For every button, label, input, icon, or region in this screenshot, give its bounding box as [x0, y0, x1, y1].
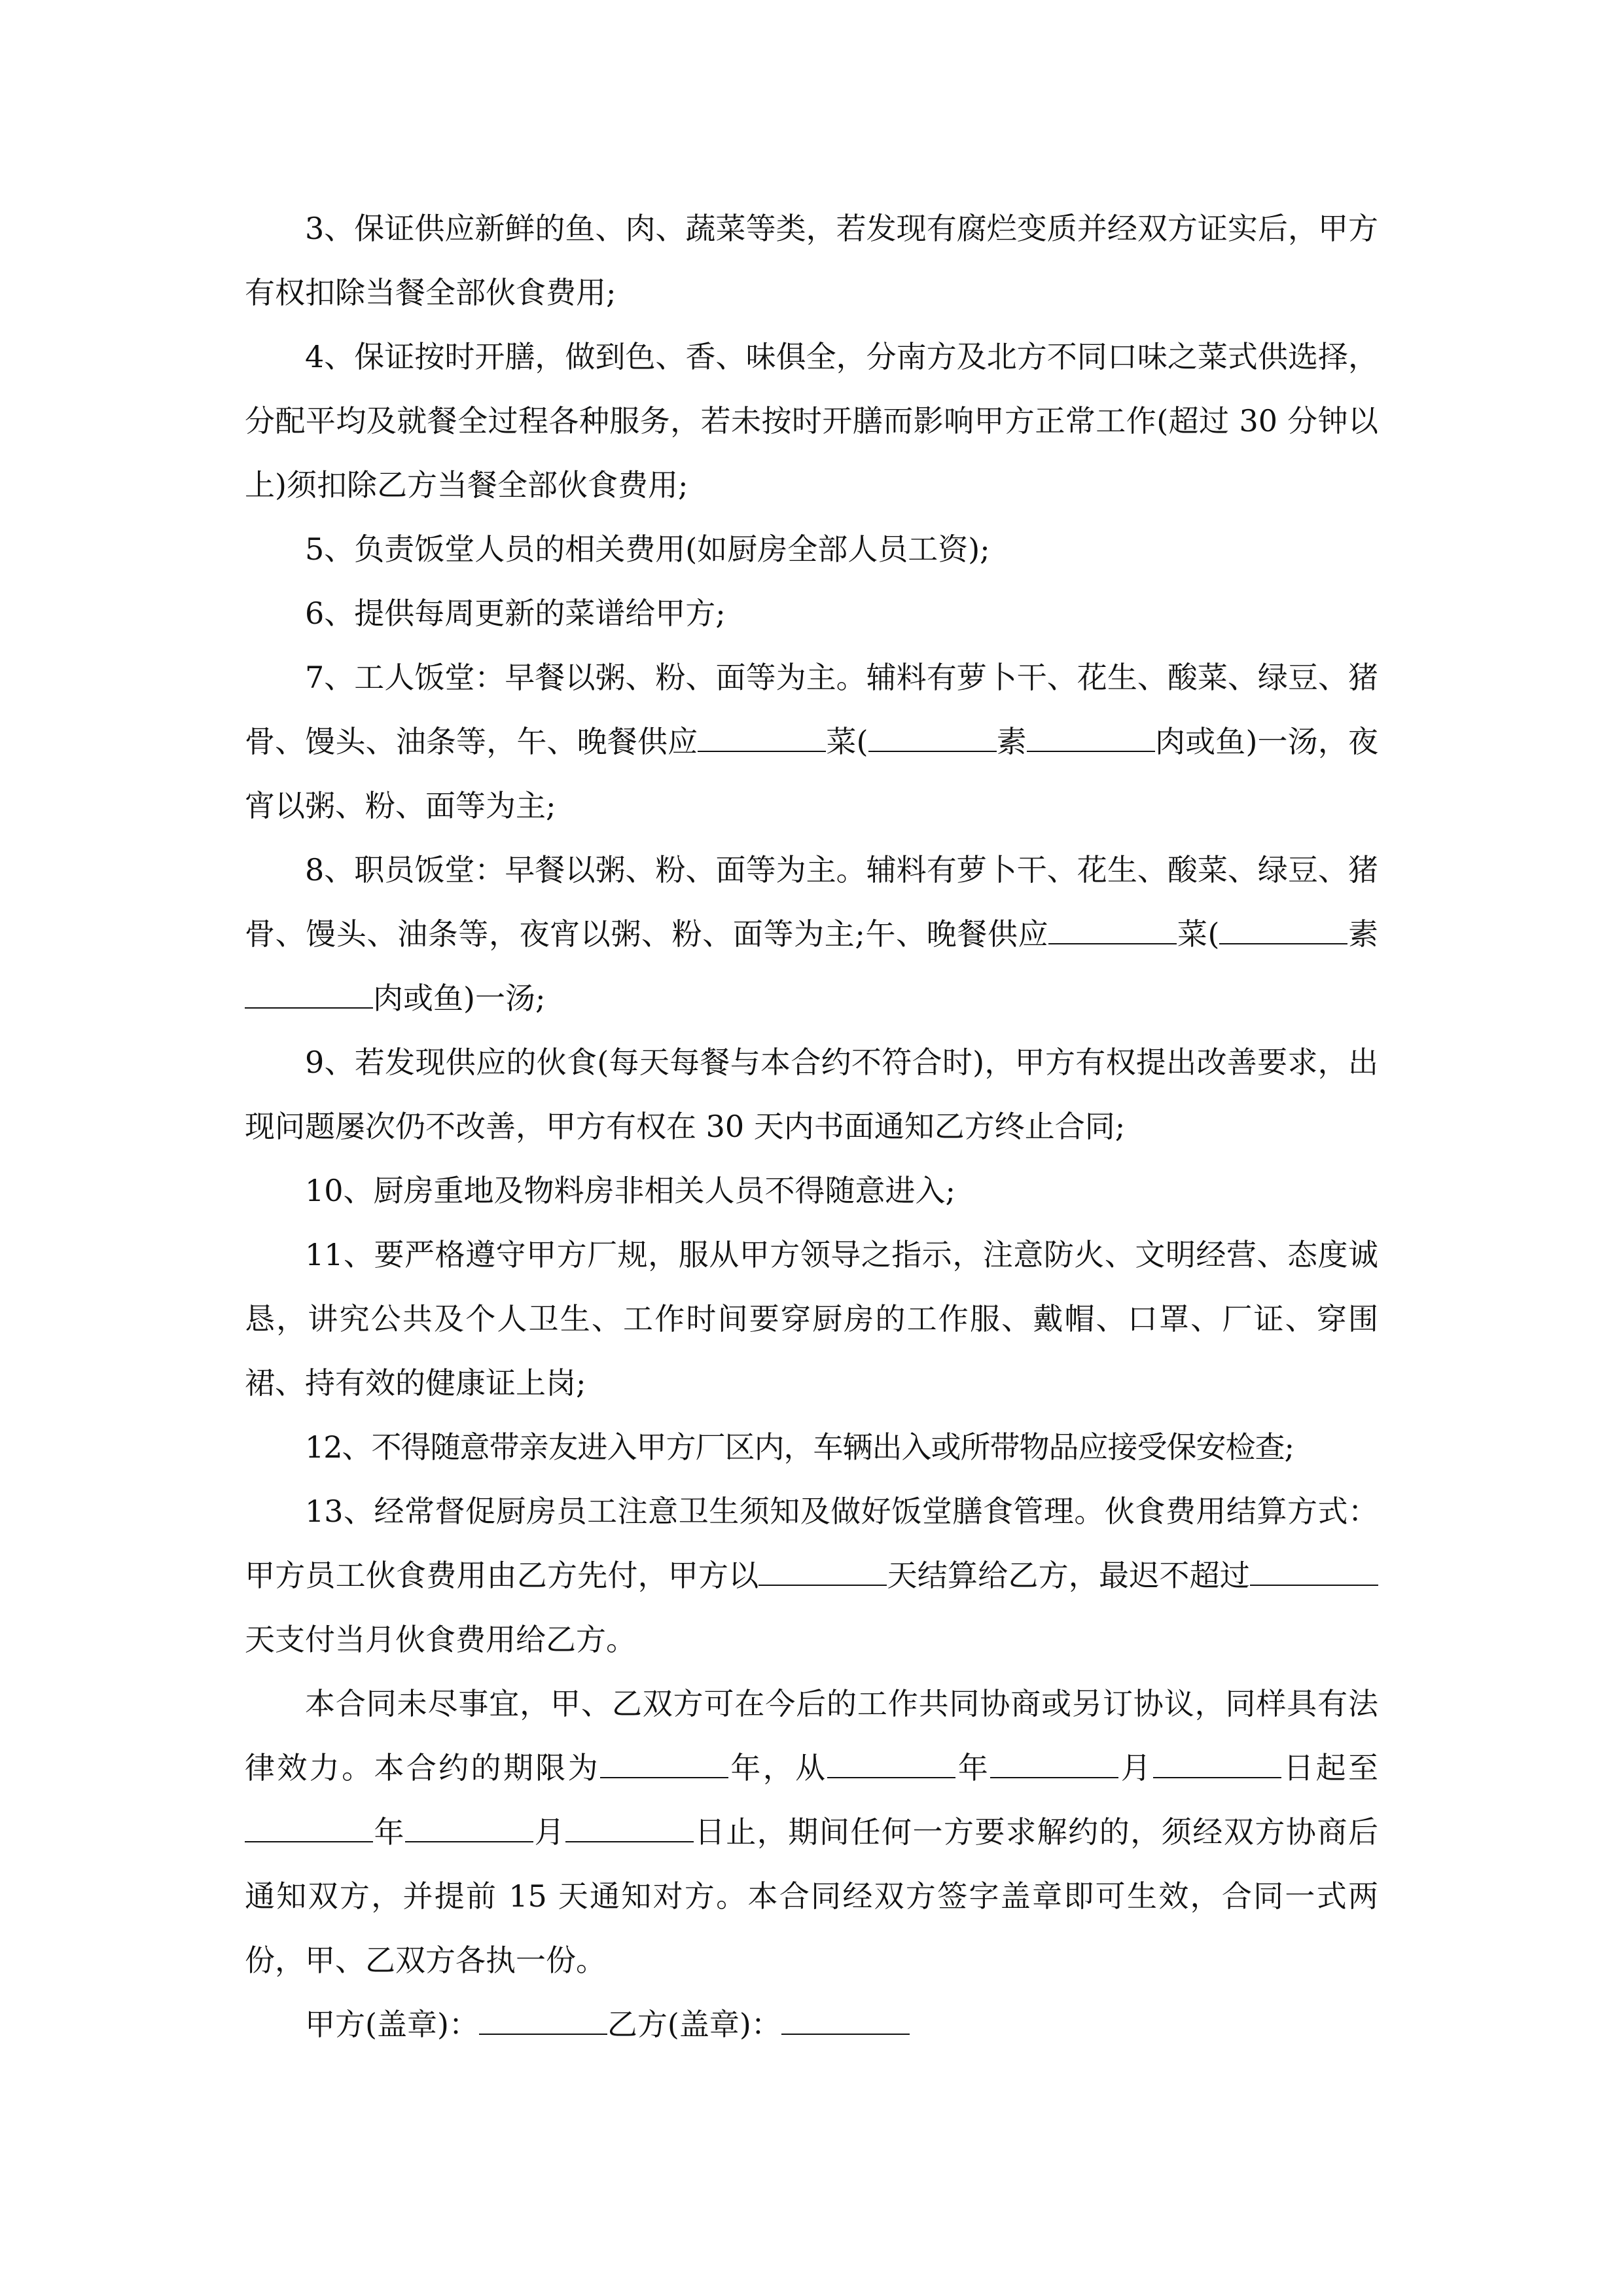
clause-13-text-b: 天结算给乙方，最迟不超过 — [887, 1558, 1251, 1593]
party-b-signature-field[interactable] — [781, 2007, 910, 2035]
blank-field[interactable] — [405, 1815, 533, 1842]
blank-field[interactable] — [565, 1815, 694, 1842]
closing-text-d: 月 — [1118, 1750, 1153, 1785]
clause-13-text-a: 13、经常督促厨房员工注意卫生须知及做好饭堂膳食管理。伙食费用结算方式：甲方员工伙食费用由乙方先付，甲方以 — [245, 1494, 1378, 1593]
blank-field[interactable] — [758, 1558, 887, 1586]
blank-field[interactable] — [990, 1751, 1118, 1778]
blank-field[interactable] — [1027, 725, 1155, 752]
blank-field[interactable] — [868, 725, 997, 752]
clause-7-text-c: 素 — [996, 724, 1027, 759]
clause-8-text-d: 肉或鱼)一汤; — [373, 980, 546, 1016]
clause-11: 11、要严格遵守甲方厂规，服从甲方领导之指示，注意防火、文明经营、态度诚恳，讲究公共及个人卫生、工作时间要穿厨房的工作服、戴帽、口罩、厂证、穿围裙、持有效的健康证上岗; — [245, 1237, 1378, 1401]
blank-field[interactable] — [600, 1751, 728, 1778]
clause-8 — [245, 838, 1378, 1030]
clause-9: 9、若发现供应的伙食(每天每餐与本合约不符合时)，甲方有权提出改善要求，出现问题屡次仍不改善，甲方有权在 30 天内书面通知乙方终止合同; — [245, 1045, 1378, 1144]
closing-text-e: 日起至 — [1281, 1750, 1379, 1785]
clause-13 — [245, 1479, 1378, 1672]
clause-12: 12、不得随意带亲友进入甲方厂区内，车辆出入或所带物品应接受保安检查; — [305, 1429, 1294, 1465]
clause-5: 5、负责饭堂人员的相关费用(如厨房全部人员工资); — [305, 531, 990, 567]
closing-text-h: 日止，期间任何一方要求解约的，须经双方协商后通知双方，并提前 15 天通知对方。本合同经双方签字盖章即可生效，合同一式两份，甲、乙双方各执一份。 — [245, 1814, 1379, 1978]
clause-6: 6、提供每周更新的菜谱给甲方; — [305, 596, 726, 631]
clause-7-text-b: 菜( — [826, 724, 868, 759]
party-b-label: 乙方(盖章)： — [607, 2007, 781, 2042]
closing-paragraph — [245, 1672, 1378, 1992]
closing-text-f: 年 — [373, 1814, 406, 1850]
clause-8-text-b: 菜( — [1177, 916, 1220, 952]
closing-text-g: 月 — [533, 1814, 566, 1850]
contract-page — [245, 196, 1378, 2056]
party-a-signature-field[interactable] — [479, 2007, 607, 2035]
blank-field[interactable] — [698, 725, 826, 752]
clause-13-text-c: 天支付当月伙食费用给乙方。 — [245, 1622, 636, 1657]
party-a-label: 甲方(盖章)： — [305, 2007, 479, 2042]
blank-field[interactable] — [827, 1751, 955, 1778]
closing-text-a: 本合同未尽事宜，甲、乙双方可在今后的工作共同协商或另订协议，同样具有法律效力。本合约的期限为 — [245, 1686, 1378, 1785]
clause-7-text-a: 7、工人饭堂：早餐以粥、粉、面等为主。辅料有萝卜干、花生、酸菜、绿豆、猪骨、馒头、油条等，午、晚餐供应 — [245, 660, 1378, 759]
closing-text-c: 年 — [955, 1750, 991, 1785]
blank-field[interactable] — [245, 1815, 373, 1842]
clause-7-text-d: 肉或鱼)一汤，夜宵以粥、粉、面等为主; — [245, 724, 1379, 823]
blank-field[interactable] — [1153, 1751, 1281, 1778]
clause-3: 3、保证供应新鲜的鱼、肉、蔬菜等类，若发现有腐烂变质并经双方证实后，甲方有权扣除当餐全部伙食费用; — [245, 211, 1378, 310]
clause-10: 10、厨房重地及物料房非相关人员不得随意进入; — [305, 1173, 956, 1208]
clause-7 — [245, 645, 1378, 838]
blank-field[interactable] — [245, 981, 373, 1009]
blank-field[interactable] — [1219, 917, 1347, 944]
clause-8-text-a: 8、职员饭堂：早餐以粥、粉、面等为主。辅料有萝卜干、花生、酸菜、绿豆、猪骨、馒头、油条等，夜宵以粥、粉、面等为主;午、晚餐供应 — [245, 852, 1378, 952]
signature-line — [245, 1992, 1378, 2056]
closing-text-b: 年，从 — [728, 1750, 828, 1785]
blank-field[interactable] — [1048, 917, 1177, 944]
clause-4: 4、保证按时开膳，做到色、香、味俱全，分南方及北方不同口味之菜式供选择，分配平均及就餐全过程各种服务，若未按时开膳而影响甲方正常工作(超过 30 分钟以上)须扣除乙方当餐全部伙食费用; — [245, 339, 1378, 503]
clause-8-text-c: 素 — [1347, 916, 1379, 952]
blank-field[interactable] — [1250, 1558, 1378, 1586]
